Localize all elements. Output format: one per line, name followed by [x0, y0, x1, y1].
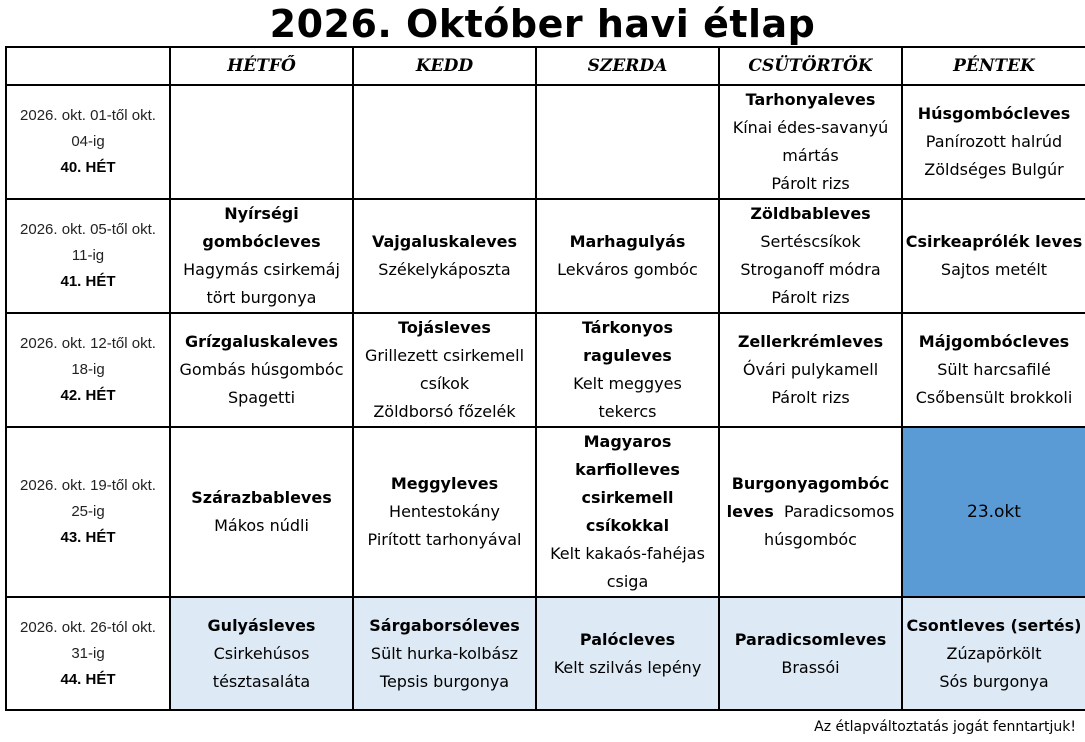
soup-name: Tárkonyos: [581, 318, 674, 337]
week-range-line1: 2026. okt. 05-től okt.: [20, 221, 156, 238]
menu-item: Sült hurka-kolbász: [370, 643, 519, 663]
soup-name: Marhagulyás: [569, 232, 686, 251]
soup-name: Szárazbableves: [191, 488, 332, 507]
week-row: [6, 597, 1085, 710]
meal-cell-monday: [170, 313, 353, 427]
soup-name: karfiolleves: [575, 460, 680, 479]
soup-name: csirkemell: [581, 488, 674, 507]
menu-item: Mákos núdli: [214, 516, 309, 535]
week-cell: [6, 85, 170, 199]
header-row: [6, 47, 1085, 85]
menu-item: Pirított tarhonyával: [367, 530, 522, 549]
footer-note: Az étlapváltoztatás jogát fenntartjuk!: [814, 719, 1076, 735]
week-range-line2: 25-ig: [71, 503, 105, 520]
soup-name: Gulyásleves: [207, 615, 316, 635]
menu-item: Zúzapörkölt: [946, 643, 1042, 663]
menu-item: Zöldborsó főzelék: [373, 402, 516, 421]
meal-cell-thursday: [719, 85, 902, 199]
soup-name: gombócleves: [202, 232, 321, 251]
meal-cell-monday: [170, 427, 353, 597]
soup-line: [720, 498, 901, 526]
meal-cell-thursday: [719, 313, 902, 427]
meal-cell-wednesday: [536, 597, 719, 710]
menu-item: Grillezett csirkemell: [364, 346, 525, 365]
day-header-friday: PÉNTEK: [902, 47, 1085, 85]
menu-item: Hagymás csirkemáj: [183, 260, 340, 279]
menu-item: Kelt kakaós-fahéjas: [550, 544, 705, 563]
soup-name: Csirkeaprólék leves: [905, 232, 1083, 251]
week-number: 43. HÉT: [60, 529, 116, 546]
menu-item: Párolt rizs: [771, 288, 850, 307]
meal-cell-monday: [170, 597, 353, 710]
page-title: 2026. Október havi étlap: [269, 2, 816, 46]
menu-item: Sajtos metélt: [940, 260, 1048, 279]
soup-name: Húsgombócleves: [917, 104, 1071, 123]
soup-name: Sárgaborsóleves: [369, 615, 520, 635]
soup-name: Zöldbableves: [750, 204, 871, 223]
menu-item: csiga: [606, 572, 649, 591]
week-row: [6, 199, 1085, 313]
soup-name: Májgombócleves: [918, 332, 1070, 351]
menu-item: Zöldséges Bulgúr: [924, 160, 1064, 179]
menu-item: tésztasaláta: [212, 671, 311, 691]
soup-name: Zellerkrémleves: [737, 332, 884, 351]
meal-cell-friday: [902, 199, 1085, 313]
meal-cell-friday: [902, 313, 1085, 427]
week-number: 44. HÉT: [60, 670, 116, 688]
menu-item: csíkok: [419, 374, 470, 393]
menu-item: Hentestokány: [389, 502, 500, 521]
soup-name: Palócleves: [579, 629, 676, 649]
soup-name: Nyírségi: [224, 204, 299, 223]
menu-item: Stroganoff módra: [740, 260, 881, 279]
menu-item: Brassói: [781, 657, 840, 677]
meal-cell-friday: [902, 597, 1085, 710]
soup-name: Meggyleves: [390, 474, 499, 493]
menu-item: Spagetti: [227, 388, 296, 407]
meal-cell-thursday: [719, 597, 902, 710]
soup-name: csíkokkal: [585, 516, 670, 535]
week-range-line1: 2026. okt. 26-tól okt.: [20, 618, 156, 636]
week-cell: [6, 427, 170, 597]
soup-name: Vajgaluskaleves: [371, 232, 517, 251]
menu-item: mártás: [782, 146, 839, 165]
meal-cell-monday: [170, 85, 353, 199]
menu-item: Párolt rizs: [771, 388, 850, 407]
week-row: [6, 313, 1085, 427]
week-range-line1: 2026. okt. 19-től okt.: [20, 477, 156, 494]
meal-cell-wednesday: [536, 199, 719, 313]
meal-cell-tuesday: [353, 597, 536, 710]
menu-item: Csőbensült brokkoli: [915, 388, 1073, 407]
soup-name-cont: leves: [726, 502, 774, 521]
menu-item: Sós burgonya: [939, 671, 1049, 691]
soup-name: Paradicsomleves: [734, 629, 887, 649]
meal-cell-tuesday: [353, 199, 536, 313]
meal-cell-monday: [170, 199, 353, 313]
meal-cell-wednesday: [536, 427, 719, 597]
soup-name: Grízgaluskaleves: [184, 332, 339, 351]
menu-item: Csirkehúsos: [213, 643, 310, 663]
menu-item: Panírozott halrúd: [925, 132, 1063, 151]
day-header-wednesday: SZERDA: [536, 47, 719, 85]
menu-table: [5, 46, 1085, 711]
corner-cell: [6, 47, 170, 85]
week-number: 40. HÉT: [60, 159, 116, 176]
meal-cell-thursday: [719, 199, 902, 313]
menu-item: Székelykáposzta: [378, 260, 511, 279]
menu-item: tekercs: [598, 402, 657, 421]
menu-item: Tepsis burgonya: [379, 671, 510, 691]
meal-cell-friday: [902, 427, 1085, 597]
soup-name: Tojásleves: [398, 318, 491, 337]
week-number: 42. HÉT: [60, 387, 116, 404]
soup-name: Magyaros: [583, 432, 672, 451]
soup-name: Tarhonyaleves: [745, 90, 876, 109]
meal-cell-tuesday: [353, 427, 536, 597]
menu-item: Gombás húsgombóc: [179, 360, 344, 379]
week-cell: [6, 199, 170, 313]
holiday-label: 23.okt: [967, 502, 1021, 522]
menu-item: tört burgonya: [206, 288, 317, 307]
week-range-line2: 11-ig: [71, 247, 105, 264]
menu-item: Kelt meggyes: [573, 374, 682, 393]
menu-item: Lekváros gombóc: [557, 260, 698, 279]
meal-cell-tuesday: [353, 85, 536, 199]
day-header-thursday: CSÜTÖRTÖK: [719, 47, 902, 85]
week-row: [6, 85, 1085, 199]
main-dish: Paradicsomos: [783, 502, 895, 521]
week-number: 41. HÉT: [60, 273, 116, 290]
week-range-line1: 2026. okt. 12-től okt.: [20, 335, 156, 352]
week-range-line2: 04-ig: [71, 133, 105, 150]
menu-item: húsgombóc: [764, 530, 857, 549]
day-header-monday: HÉTFŐ: [170, 47, 353, 85]
meal-cell-friday: [902, 85, 1085, 199]
soup-name: Csontleves (sertés): [906, 615, 1082, 635]
week-cell: [6, 597, 170, 710]
menu-item: Óvári pulykamell: [742, 360, 879, 379]
week-row: [6, 427, 1085, 597]
meal-cell-tuesday: [353, 313, 536, 427]
menu-item: Kelt szilvás lepény: [553, 657, 702, 677]
menu-item: Párolt rizs: [771, 174, 850, 193]
week-cell: [6, 313, 170, 427]
meal-cell-wednesday: [536, 313, 719, 427]
menu-item: Sült harcsafilé: [937, 360, 1051, 379]
week-range-line2: 18-ig: [71, 361, 105, 378]
week-range-line2: 31-ig: [71, 644, 105, 662]
menu-item: Kínai édes-savanyú: [732, 118, 889, 137]
meal-cell-wednesday: [536, 85, 719, 199]
week-range-line1: 2026. okt. 01-től okt.: [20, 107, 156, 124]
soup-name: Burgonyagombóc: [731, 474, 890, 493]
meal-cell-thursday: [719, 427, 902, 597]
day-header-tuesday: KEDD: [353, 47, 536, 85]
soup-name: raguleves: [583, 346, 672, 365]
menu-item: Sertéscsíkok: [760, 232, 861, 251]
